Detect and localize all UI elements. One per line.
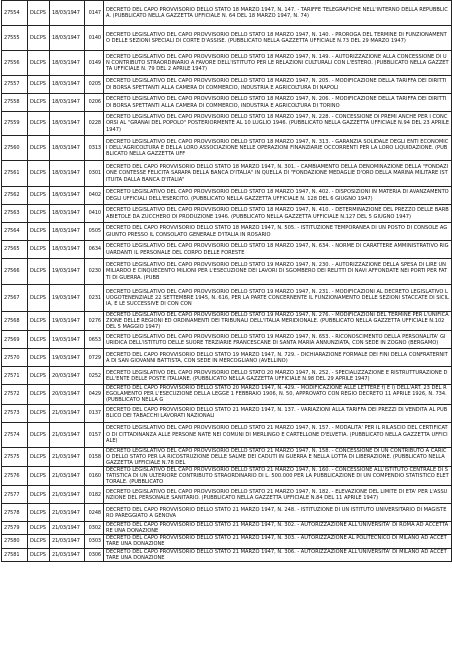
act-type: DLCPS xyxy=(28,331,50,349)
act-number: 0402 xyxy=(85,187,104,205)
act-description: DECRETO LEGISLATIVO DEL CAPO PROVVISORIO DELLO STATO 18 MARZO 1947, N. 634. - NORME DI CARATTERE AMMINISTRATIVO RIGUARDANTI IL PERSONALE DEL CORPO DELLE FORESTE xyxy=(104,241,452,259)
act-type: DLCPS xyxy=(28,422,50,447)
record-number: 27568 xyxy=(2,312,28,331)
act-number: 0303 xyxy=(85,535,104,548)
act-description: DECRETO LEGISLATIVO DEL CAPO PROVVISORIO DELLO STATO 19 MARZO 1947, N. 231. - MODIFICAZIONI AL DECRETO LEGISLATIVO LUOGOTENENZIALE 22 SETTEMBRE 1945, N. 616, PER LA PARTE CONCERNENTE IL FUNZIONAMENTO DELLE SEZIONI STACCATE DI SICILIA, E LE SUCCESSIVE DI CON CON xyxy=(104,285,452,312)
record-number: 27579 xyxy=(2,522,28,535)
act-number: 0206 xyxy=(85,94,104,112)
table-row xyxy=(2,447,452,466)
table-row xyxy=(2,504,452,522)
record-number: 27573 xyxy=(2,404,28,422)
act-description: DECRETO DEL CAPO PROVVISORIO DELLO STATO 20 MARZO 1947, N. 429. - MODIFICAZIONE ALLE LETTERE f) E l) DELL'ART. 23 DEL REGOLAMENTO PER L'ESECUZIONE DELLA LEGGE 1 FEBBRAIO 1906, N. 50, APPROVATO CON REGIO DECRETO 11 APRILE 1926, N. 734. (PUBBLICATO NELLA G xyxy=(104,385,452,404)
act-description: DECRETO LEGISLATIVO DEL CAPO PROVVISORIO DELLO STATO 19 MARZO 1947, N. 653. - RICONOSCIMENTO DELLA PERSONALITA' GIURIDICA DELL'ISTITUTO DELLE SUORE TERZIARIE FRANCESCANE DI SANTA MARIA ANNUNZIATA, CON SEDE IN ZOGNO (BERGAMO) xyxy=(104,331,452,349)
act-type: DLCPS xyxy=(28,385,50,404)
record-number: 27570 xyxy=(2,349,28,367)
record-number: 27571 xyxy=(2,367,28,385)
act-description: DECRETO LEGISLATIVO DEL CAPO PROVVISORIO DELLO STATO 20 MARZO 1947, N. 252. - SPECIALIZZAZIONE E RISTRUTTURAZIONE DELL'ENTE DELLE POSTE ITALIANE. (PUBBLICATO NELLA GAZZETTA UFFICIALE N.98 DEL 29 APRILE 1947) xyxy=(104,367,452,385)
act-date: 21/03/1947 xyxy=(50,422,85,447)
act-date: 18/03/1947 xyxy=(50,1,85,26)
act-date: 19/03/1947 xyxy=(50,331,85,349)
act-number: 0158 xyxy=(85,447,104,466)
table-row xyxy=(2,112,452,136)
table-row xyxy=(2,51,452,76)
table-row xyxy=(2,486,452,504)
table-row xyxy=(2,385,452,404)
record-number: 27554 xyxy=(2,1,28,26)
table-row xyxy=(2,422,452,447)
act-number: 0306 xyxy=(85,548,104,561)
act-number: 0634 xyxy=(85,241,104,259)
act-date: 21/03/1947 xyxy=(50,504,85,522)
act-date: 18/03/1947 xyxy=(50,26,85,51)
act-description: DECRETO DEL CAPO PROVVISORIO DELLO STATO 21 MARZO 1947, N. 306. - AUTORIZZAZIONE ALL'UNIVERSITA' DI MILANO AD ACCETTARE UNA DONAZIONE xyxy=(104,548,452,561)
record-number: 27562 xyxy=(2,187,28,205)
table-row xyxy=(2,223,452,241)
act-type: DLCPS xyxy=(28,51,50,76)
table-row xyxy=(2,404,452,422)
act-number: 0231 xyxy=(85,285,104,312)
record-number: 27581 xyxy=(2,548,28,561)
record-number: 27558 xyxy=(2,94,28,112)
record-number: 27560 xyxy=(2,136,28,161)
act-type: DLCPS xyxy=(28,223,50,241)
act-description: DECRETO DEL CAPO PROVVISORIO DELLO STATO 21 MARZO 1947, N. 248. - ISTITUZIONE DI UN ISTITUTO UNIVERSITARIO DI MAGISTERO PAREGGIATO A GENOVA xyxy=(104,504,452,522)
act-description: DECRETO LEGISLATIVO DEL CAPO PROVVISORIO DELLO STATO 18 MARZO 1947, N. 410. - DETERMINAZIONE DEL PREZZO DELLE BARBABIETOLE DA ZUCCHERO DI PRODUZIONE 1946. (PUBBLICATO NELLA GAZZETTA UFFICIALE N.127 DEL 5 GIUGNO 1947) xyxy=(104,205,452,223)
act-number: 0410 xyxy=(85,205,104,223)
record-number: 27580 xyxy=(2,535,28,548)
act-date: 19/03/1947 xyxy=(50,259,85,285)
act-description: DECRETO LEGISLATIVO DEL CAPO PROVVISORIO DELLO STATO 18 MARZO 1947, N. 206. - MODIFICAZIONE DELLA TARIFFA DEI DIRITTI DI BORSA SPETTANTI ALLA CAMERA DI COMMERCIO, INDUSTRIA E AGRICOLTURA DI TORINO xyxy=(104,94,452,112)
act-description: DECRETO DEL CAPO PROVVISORIO DELLO STATO 21 MARZO 1947, N. 137. - VARIAZIONI ALLA TARIFFA DEI PREZZI DI VENDITA AL PUBBLICO DEI TABACCHI LAVORATI NAZIONALI xyxy=(104,404,452,422)
act-type: DLCPS xyxy=(28,26,50,51)
act-type: DLCPS xyxy=(28,259,50,285)
act-number: 0276 xyxy=(85,312,104,331)
act-description: DECRETO LEGISLATIVO DEL CAPO PROVVISORIO DELLO STATO 18 MARZO 1947, N. 149. - AUTORIZZAZIONE ALLA CONCESSIONE DI UN CONTRIBUTO STRAORDINARIO A FAVORE DELL'ISTITUTO PER LE RELAZIONI CULTURALI CON L'ESTERO. (PUBBLICATO NELLA GAZZETTA UFFICIALE N. 79 DEL 2 APRILE 1947) xyxy=(104,51,452,76)
act-number: 0160 xyxy=(85,466,104,485)
act-date: 21/03/1947 xyxy=(50,486,85,504)
table-row xyxy=(2,331,452,349)
record-number: 27564 xyxy=(2,223,28,241)
act-type: DLCPS xyxy=(28,136,50,161)
record-number: 27561 xyxy=(2,161,28,187)
record-number: 27575 xyxy=(2,447,28,466)
act-date: 18/03/1947 xyxy=(50,94,85,112)
table-row xyxy=(2,548,452,561)
act-description: DECRETO LEGISLATIVO DEL CAPO PROVVISORIO DELLO STATO 18 MARZO 1947, N. 205. - MODIFICAZIONE DELLA TARIFFA DEI DIRITTI DI BORSA SPETTANTI ALLA CAMERA DI COMMERCIO, INDUSTRIA E AGRICOLTURA DI NAPOLI xyxy=(104,76,452,94)
act-date: 21/03/1947 xyxy=(50,548,85,561)
act-date: 18/03/1947 xyxy=(50,51,85,76)
act-date: 21/03/1947 xyxy=(50,522,85,535)
table-row xyxy=(2,76,452,94)
act-type: DLCPS xyxy=(28,112,50,136)
act-number: 0252 xyxy=(85,367,104,385)
act-date: 20/03/1947 xyxy=(50,367,85,385)
act-description: DECRETO LEGISLATIVO DEL CAPO PROVVISORIO DELLO STATO 18 MARZO 1947, N. 313. - GARANZIA SOLIDALE DEGLI ENTI ECONOMICI DELL'AGRICOLTURA E DELLA LORO ASSOCIAZIONE NELLE OPERAZIONI FINANZIARIE OCCORRENTI PER LA LORO LIQUIDAZIONE. (PUBBLICATO NELLA GAZZETTA UFF xyxy=(104,136,452,161)
record-number: 27578 xyxy=(2,504,28,522)
act-description: DECRETO LEGISLATIVO DEL CAPO PROVVISORIO DELLO STATO 18 MARZO 1947, N. 228. - CONCESSIONE DI PREMI ANCHE PER I CONCORSI AL "GRANAI DEL POPOLO" POSTERIORMENTE AL 10 LUGLIO 1946. (PUBBLICATO NELLA GAZZETTA UFFICIALE N.94 DEL 23 APRILE 1947) xyxy=(104,112,452,136)
record-number: 27577 xyxy=(2,486,28,504)
table-row xyxy=(2,161,452,187)
act-date: 18/03/1947 xyxy=(50,161,85,187)
table-row xyxy=(2,466,452,485)
act-date: 21/03/1947 xyxy=(50,466,85,485)
act-date: 18/03/1947 xyxy=(50,112,85,136)
act-number: 0729 xyxy=(85,349,104,367)
record-number: 27563 xyxy=(2,205,28,223)
act-type: DLCPS xyxy=(28,161,50,187)
act-date: 18/03/1947 xyxy=(50,241,85,259)
act-date: 18/03/1947 xyxy=(50,187,85,205)
act-date: 21/03/1947 xyxy=(50,404,85,422)
record-number: 27566 xyxy=(2,259,28,285)
act-type: DLCPS xyxy=(28,187,50,205)
record-number: 27567 xyxy=(2,285,28,312)
act-date: 19/03/1947 xyxy=(50,285,85,312)
act-type: DLCPS xyxy=(28,404,50,422)
act-type: DLCPS xyxy=(28,94,50,112)
decrees-table xyxy=(1,0,452,562)
act-date: 21/03/1947 xyxy=(50,447,85,466)
record-number: 27556 xyxy=(2,51,28,76)
table-row xyxy=(2,312,452,331)
table-row xyxy=(2,94,452,112)
act-description: DECRETO LEGISLATIVO DEL CAPO PROVVISORIO DELLO STATO 19 MARZO 1947, N. 230. - AUTORIZZAZIONE DELLA SPESA DI LIRE UN MILIARDO E CINQUECENTO MILIONI PER L'ESECUZIONE DEI LAVORI DI SGOMBERO DEI RELITTI DI NAVI AFFONDATE NEI PORTI PER FATTI DI GUERRA. (PUBB xyxy=(104,259,452,285)
table-row xyxy=(2,285,452,312)
act-number: 0248 xyxy=(85,504,104,522)
act-date: 18/03/1947 xyxy=(50,223,85,241)
record-number: 27559 xyxy=(2,112,28,136)
act-type: DLCPS xyxy=(28,76,50,94)
act-number: 0228 xyxy=(85,112,104,136)
table-row xyxy=(2,26,452,51)
table-row xyxy=(2,1,452,26)
act-type: DLCPS xyxy=(28,466,50,485)
act-date: 19/03/1947 xyxy=(50,312,85,331)
act-date: 20/03/1947 xyxy=(50,385,85,404)
table-row xyxy=(2,187,452,205)
act-number: 0147 xyxy=(85,1,104,26)
act-description: DECRETO LEGISLATIVO DEL CAPO PROVVISORIO DELLO STATO 18 MARZO 1947, N. 140. - PROROGA DEL TERMINE DI FUNZIONAMENTO DELLE SEZIONI SPECIALI DI CORTE D'ASSISE. (PUBBLICATO NELLA GAZZETTA UFFICIALE N.73 DEL 29 MARZO 1947) xyxy=(104,26,452,51)
act-number: 0505 xyxy=(85,223,104,241)
act-description: DECRETO DEL CAPO PROVVISORIO DELLO STATO 21 MARZO 1947, N. 302. - AUTORIZZAZIONE ALL'UNIVERSITA' DI ROMA AD ACCETTARE UNA DONAZIONE xyxy=(104,522,452,535)
decrees-table-body xyxy=(2,1,452,562)
act-type: DLCPS xyxy=(28,535,50,548)
record-number: 27572 xyxy=(2,385,28,404)
act-type: DLCPS xyxy=(28,504,50,522)
act-number: 0429 xyxy=(85,385,104,404)
act-description: DECRETO LEGISLATIVO DEL CAPO PROVVISORIO DELLO STATO 21 MARZO 1947, N. 157. - MODALITA' PER IL RILASCIO DEL CERTIFICATO DI CITTADINANZA ALLE PERSONE NATE NEI COMUNI DI MERLINGO E CARTELLONE D'ELVETIA. (PUBBLICATO NELLA GAZZETTA UFFICIALE) xyxy=(104,422,452,447)
record-number: 27555 xyxy=(2,26,28,51)
act-number: 0205 xyxy=(85,76,104,94)
record-number: 27557 xyxy=(2,76,28,94)
act-type: DLCPS xyxy=(28,522,50,535)
act-type: DLCPS xyxy=(28,367,50,385)
act-date: 18/03/1947 xyxy=(50,136,85,161)
act-number: 0313 xyxy=(85,136,104,161)
record-number: 27574 xyxy=(2,422,28,447)
act-number: 0157 xyxy=(85,422,104,447)
table-row xyxy=(2,349,452,367)
act-description: DECRETO LEGISLATIVO DEL CAPO PROVVISORIO DELLO STATO 18 MARZO 1947, N. 402. - DISPOSIZIONI IN MATERIA DI AVANZAMENTO DEGLI UFFICIALI DELL'ESERCITO. (PUBBLICATO NELLA GAZZETTA UFFICIALE N. 128 DEL 6 GIUGNO 1947) xyxy=(104,187,452,205)
act-number: 0149 xyxy=(85,51,104,76)
act-number: 0301 xyxy=(85,161,104,187)
act-type: DLCPS xyxy=(28,548,50,561)
act-description: DECRETO LEGISLATIVO DEL CAPO PROVVISORIO DELLO STATO 19 MARZO 1947, N. 276. - MODIFICAZIONI DEL TERMINE PER L'UNIFICAZIONE DELLE REGIONI ED ORDINAMENTI DEI TRIBUNALI DELL'ITALIA MERIDIONALE. (PUBBLICATO NELLA GAZZETTA UFFICIALE N.102 DEL 5 MAGGIO 1947) xyxy=(104,312,452,331)
table-row xyxy=(2,136,452,161)
table-row xyxy=(2,259,452,285)
act-date: 19/03/1947 xyxy=(50,349,85,367)
act-number: 0140 xyxy=(85,26,104,51)
act-number: 0653 xyxy=(85,331,104,349)
act-description: DECRETO LEGISLATIVO DEL CAPO PROVVISORIO DELLO STATO 21 MARZO 1947, N. 160. - CONCESSIONE ALL'ISTITUTO CENTRALE DI STATISTICA DI UN ULTERIORE CONTRIBUTO STRAORDINARIO DI L. 500.000 PER LA PUBBLICAZIONE DI UN COMPENDIO STATISTICO ELETTORALE. (PUBBLICATO xyxy=(104,466,452,485)
act-type: DLCPS xyxy=(28,1,50,26)
record-number: 27576 xyxy=(2,466,28,485)
act-type: DLCPS xyxy=(28,312,50,331)
act-description: DECRETO LEGISLATIVO DEL CAPO PROVVISORIO DELLO STATO 21 MARZO 1947, N. 182. - ELEVAZIONE DEL LIMITE DI ETA' PER L'ASSUNZIONE DEL PERSONALE SANITARIO. (PUBBLICATO NELLA GAZZETTA UFFICIALE N.84 DEL 11 APRILE 1947) xyxy=(104,486,452,504)
act-number: 0230 xyxy=(85,259,104,285)
table-row xyxy=(2,367,452,385)
table-row xyxy=(2,522,452,535)
act-date: 18/03/1947 xyxy=(50,205,85,223)
record-number: 27565 xyxy=(2,241,28,259)
act-date: 18/03/1947 xyxy=(50,76,85,94)
act-description: DECRETO DEL CAPO PROVVISORIO DELLO STATO 18 MARZO 1947, N. 147. - TARIFFE TELEGRAFICHE NELL'INTERNO DELLA REPUBBLICA. (PUBBLICATO NELLA GAZZETTA UFFICIALE N. 64 DEL 18 MARZO 1947, N. 74) xyxy=(104,1,452,26)
act-description: DECRETO DEL CAPO PROVVISORIO DELLO STATO 19 MARZO 1947, N. 729. - DICHIARAZIONE FORMALE DEI FINI DELLA CONFRATERNITA DI SAN GIOVANNI BATTISTA, CON SEDE IN MERCOGLIANO (AVELLINO) xyxy=(104,349,452,367)
act-type: DLCPS xyxy=(28,241,50,259)
act-number: 0302 xyxy=(85,522,104,535)
act-description: DECRETO DEL CAPO PROVVISORIO DELLO STATO 21 MARZO 1947, N. 303. - AUTORIZZAZIONE AL POLITECNICO DI MILANO AD ACCETTARE UNA DONAZIONE xyxy=(104,535,452,548)
act-type: DLCPS xyxy=(28,486,50,504)
act-number: 0137 xyxy=(85,404,104,422)
act-date: 21/03/1947 xyxy=(50,535,85,548)
act-type: DLCPS xyxy=(28,205,50,223)
table-row xyxy=(2,205,452,223)
act-type: DLCPS xyxy=(28,349,50,367)
act-description: DECRETO DEL CAPO PROVVISORIO DELLO STATO 18 MARZO 1947, N. 301. - CAMBIAMENTO DELLA DENOMINAZIONE DELLA "FONDAZIONE CONTESSE FELICITA SARAPA DELLA BANCA D'ITALIA" IN QUELLA DI "FONDAZIONE MEDAGLIE D'ORO DELLA MARINA MILITARE ISTITUITA DALLA BANCA D'ITALIA" xyxy=(104,161,452,187)
table-row xyxy=(2,241,452,259)
act-type: DLCPS xyxy=(28,447,50,466)
record-number: 27569 xyxy=(2,331,28,349)
act-description: DECRETO LEGISLATIVO DEL CAPO PROVVISORIO DELLO STATO 21 MARZO 1947, N. 158. - CONCESSIONE DI UN CONTRIBUTO A CARICO DELLO STATO PER LA RICOSTRUZIONE DELLE SALME DEI CADUTI IN GUERRA E NELLA LOTTA DI LIBERAZIONE. (PUBBLICATO NELLA GAZZETTA UFFICIALE N.78 DEL xyxy=(104,447,452,466)
table-row xyxy=(2,535,452,548)
act-description: DECRETO DEL CAPO PROVVISORIO DELLO STATO 18 MARZO 1947, N. 505. - ISTITUZIONE TEMPORANEA DI UN POSTO DI CONSOLE AGGIUNTO PRESSO IL CONSOLATO GENERALE D'ITALIA IN ROSARIO xyxy=(104,223,452,241)
act-number: 0182 xyxy=(85,486,104,504)
act-type: DLCPS xyxy=(28,285,50,312)
